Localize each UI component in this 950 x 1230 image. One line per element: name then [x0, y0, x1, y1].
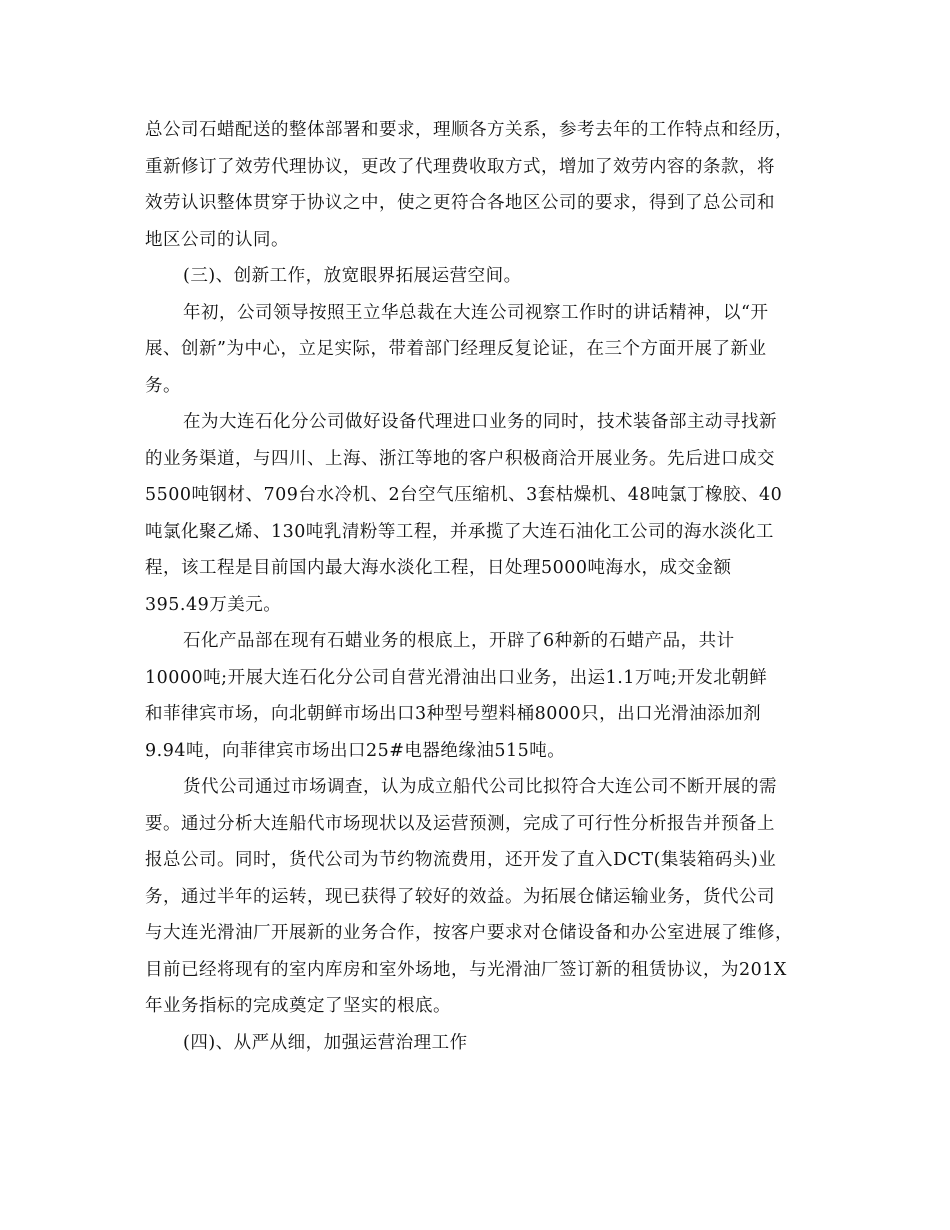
text-line: 报总公司。同时，货代公司为节约物流费用，还开发了直入DCT(集装箱码头)业 [145, 850, 777, 870]
text-line: 的业务渠道，与四川、上海、浙江等地的客户积极商洽开展业务。先后进口成交 [145, 448, 775, 469]
text-line: 目前已经将现有的室内库房和室外场地，与光滑油厂签订新的租赁协议，为201X [145, 959, 787, 980]
text-line: 地区公司的认同。 [145, 229, 289, 250]
section-heading-3 [145, 258, 810, 295]
text-line: 要。通过分析大连船代市场现状以及运营预测，完成了可行性分析报告并预备上 [145, 813, 775, 834]
paragraph [145, 112, 810, 258]
text-line: (四)、从严从细，加强运营治理工作 [183, 1032, 468, 1053]
text-line: 石化产品部在现有石蜡业务的根底上，开辟了6种新的石蜡产品，共计 [183, 631, 735, 651]
text-line: 10000吨;开展大连石化分公司自营光滑油出口业务，出运1.1万吨;开发北朝鲜 [145, 667, 768, 688]
text-line: 与大连光滑油厂开展新的业务合作，按客户要求对仓储设备和办公室进展了维修， [145, 923, 793, 943]
paragraph [145, 295, 810, 405]
text-line: 在为大连石化分公司做好设备代理进口业务的同时，技术装备部主动寻找新 [183, 412, 777, 432]
text-line: 总公司石蜡配送的整体部署和要求，理顺各方关系，参考去年的工作特点和经历， [145, 120, 793, 140]
text-line: 395.49万美元。 [145, 594, 282, 615]
text-line: 和菲律宾市场，向北朝鲜市场出口3种型号塑料桶8000只，出口光滑油添加剂 [145, 704, 762, 724]
section-heading-4 [145, 1025, 810, 1062]
text-line: 年业务指标的完成奠定了坚实的根底。 [145, 996, 451, 1016]
paragraph [145, 769, 810, 1025]
text-line: 效劳认识整体贯穿于协议之中，使之更符合各地区公司的要求，得到了总公司和 [145, 193, 775, 213]
text-line: 5500吨钢材、709台水冷机、2台空气压缩机、3套枯燥机、48吨氯丁橡胶、40 [145, 485, 783, 505]
text-line: 年初，公司领导按照王立华总裁在大连公司视察工作时的讲话精神，以“开 [183, 302, 769, 323]
text-line: 货代公司通过市场调查，认为成立船代公司比拟符合大连公司不断开展的需 [183, 777, 777, 797]
text-line: 吨氯化聚乙烯、130吨乳清粉等工程，并承揽了大连石油化工公司的海水淡化工 [145, 521, 774, 542]
text-line: 展、创新”为中心，立足实际，带着部门经理反复论证，在三个方面开展了新业 [145, 339, 767, 359]
text-line: 务，通过半年的运转，现已获得了较好的效益。为拓展仓储运输业务，货代公司 [145, 886, 775, 907]
text-line: 程，该工程是目前国内最大海水淡化工程，日处理5000吨海水，成交金额 [145, 558, 732, 578]
text-line: (三)、创新工作，放宽眼界拓展运营空间。 [183, 266, 522, 286]
text-line: 重新修订了效劳代理协议，更改了代理费收取方式，增加了效劳内容的条款，将 [145, 156, 775, 177]
text-line: 务。 [145, 375, 181, 396]
document-body [145, 112, 810, 1061]
text-line: 9.94吨，向菲律宾市场出口25#电器绝缘油515吨。 [145, 740, 566, 761]
paragraph [145, 623, 810, 769]
paragraph [145, 404, 810, 623]
